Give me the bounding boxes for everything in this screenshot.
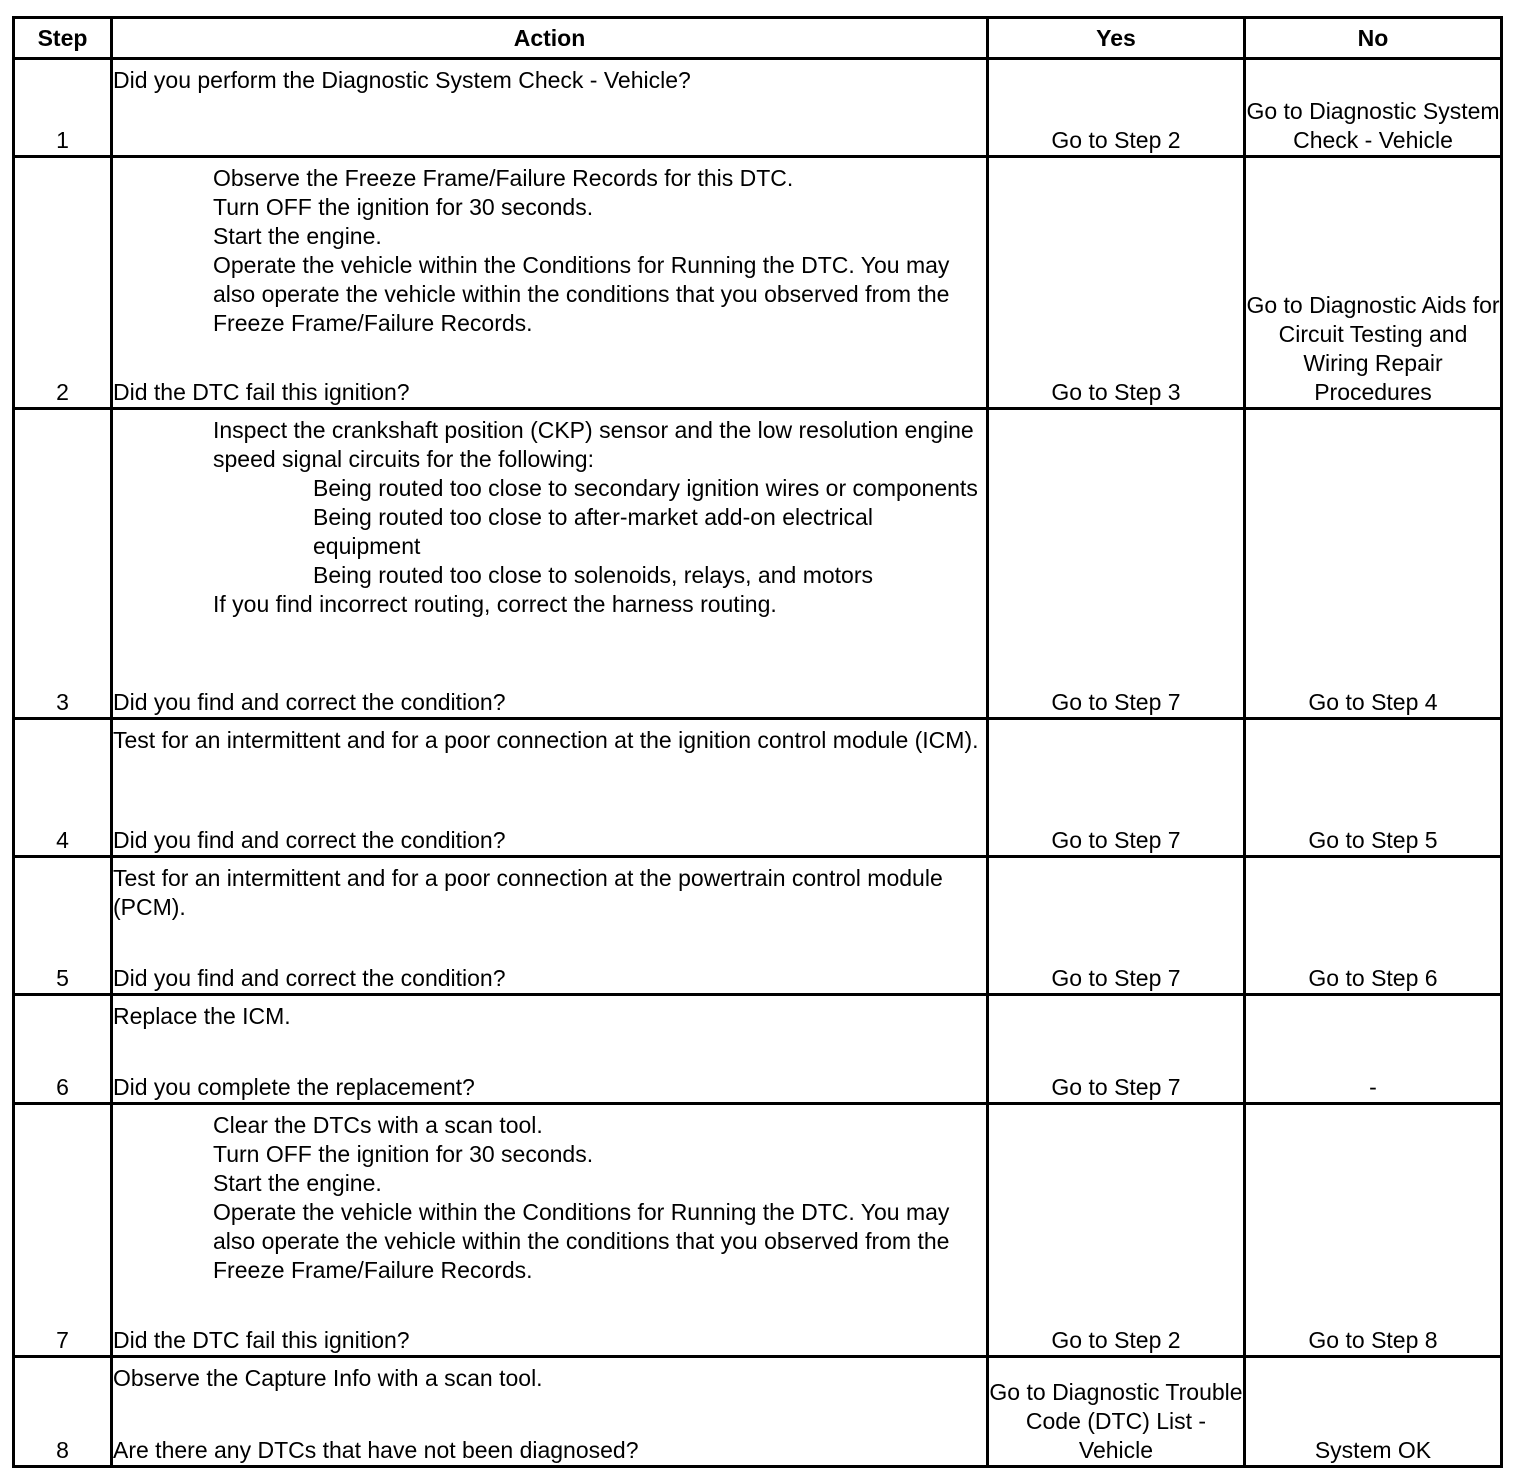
header-row: [14, 18, 1502, 59]
table-row: [14, 719, 1502, 857]
header-yes: Yes: [988, 18, 1245, 59]
action-line: Operate the vehicle within the Conditions for Running the DTC. You may also operate the vehicle within the conditions that you observed from the Freeze Frame/Failure Records.: [213, 252, 950, 336]
action-question: Did you find and correct the condition?: [113, 965, 506, 991]
action-line: Test for an intermittent and for a poor connection at the ignition control module (ICM).: [113, 727, 979, 753]
action-line: Being routed too close to after-market add-on electrical equipment: [313, 504, 873, 559]
action-instructions: [113, 1364, 986, 1393]
no-outcome: Go to Step 8: [1245, 1104, 1502, 1357]
step-number: 5: [14, 857, 112, 995]
step-number: 7: [14, 1104, 112, 1357]
yes-outcome: Go to Step 7: [988, 719, 1245, 857]
no-outcome: Go to Step 6: [1245, 857, 1502, 995]
action-question: Did you complete the replacement?: [113, 1074, 475, 1100]
action-instructions: [113, 66, 986, 95]
step-number: 3: [14, 409, 112, 719]
action-question: Did the DTC fail this ignition?: [113, 1327, 410, 1353]
step-number: 8: [14, 1357, 112, 1467]
no-outcome: Go to Diagnostic System Check - Vehicle: [1245, 59, 1502, 157]
header-no: No: [1245, 18, 1502, 59]
action-line: If you find incorrect routing, correct the harness routing.: [213, 591, 777, 617]
action-line: Test for an intermittent and for a poor connection at the powertrain control module (PCM).: [113, 865, 943, 920]
action-cell: [112, 719, 988, 857]
action-cell: [112, 857, 988, 995]
action-instructions: [113, 164, 986, 338]
table-row: [14, 857, 1502, 995]
no-outcome: -: [1245, 995, 1502, 1104]
action-cell: [112, 1104, 988, 1357]
action-line: Observe the Freeze Frame/Failure Records for this DTC.: [213, 165, 794, 191]
no-outcome: Go to Diagnostic Aids for Circuit Testing and Wiring Repair Procedures: [1245, 157, 1502, 409]
action-cell: [112, 59, 988, 157]
step-number: 2: [14, 157, 112, 409]
yes-outcome: Go to Diagnostic Trouble Code (DTC) List - Vehicle: [988, 1357, 1245, 1467]
no-outcome: Go to Step 5: [1245, 719, 1502, 857]
table-row: [14, 157, 1502, 409]
action-line: Being routed too close to solenoids, relays, and motors: [313, 562, 873, 588]
action-cell: [112, 1357, 988, 1467]
action-line: Operate the vehicle within the Conditions for Running the DTC. You may also operate the vehicle within the conditions that you observed from the Freeze Frame/Failure Records.: [213, 1199, 950, 1283]
table-row: [14, 995, 1502, 1104]
no-outcome: System OK: [1245, 1357, 1502, 1467]
action-line: Observe the Capture Info with a scan tool.: [113, 1365, 543, 1391]
yes-outcome: Go to Step 7: [988, 995, 1245, 1104]
action-line: Turn OFF the ignition for 30 seconds.: [213, 194, 594, 220]
action-instructions: [113, 1002, 986, 1031]
action-line: Turn OFF the ignition for 30 seconds.: [213, 1141, 594, 1167]
action-cell: [112, 409, 988, 719]
action-cell: [112, 157, 988, 409]
yes-outcome: Go to Step 7: [988, 409, 1245, 719]
action-instructions: [113, 416, 986, 619]
action-cell: [112, 995, 988, 1104]
action-question: Did you find and correct the condition?: [113, 689, 506, 715]
yes-outcome: Go to Step 2: [988, 59, 1245, 157]
header-action: Action: [112, 18, 988, 59]
action-line: Being routed too close to secondary ignition wires or components: [313, 475, 978, 501]
header-step: Step: [14, 18, 112, 59]
action-question: Are there any DTCs that have not been diagnosed?: [113, 1437, 639, 1463]
action-line: Clear the DTCs with a scan tool.: [213, 1112, 543, 1138]
step-number: 6: [14, 995, 112, 1104]
action-line: Start the engine.: [213, 223, 382, 249]
action-instructions: [113, 726, 986, 755]
step-number: 4: [14, 719, 112, 857]
action-question: Did the DTC fail this ignition?: [113, 379, 410, 405]
table-row: [14, 1357, 1502, 1467]
action-instructions: [113, 864, 986, 922]
step-number: 1: [14, 59, 112, 157]
no-outcome: Go to Step 4: [1245, 409, 1502, 719]
yes-outcome: Go to Step 2: [988, 1104, 1245, 1357]
table-row: [14, 59, 1502, 157]
yes-outcome: Go to Step 3: [988, 157, 1245, 409]
action-line: Replace the ICM.: [113, 1003, 291, 1029]
action-line: Inspect the crankshaft position (CKP) sensor and the low resolution engine speed signal circuits for the following:: [213, 417, 974, 472]
table-row: [14, 1104, 1502, 1357]
table-row: [14, 409, 1502, 719]
action-instructions: [113, 1111, 986, 1285]
yes-outcome: Go to Step 7: [988, 857, 1245, 995]
action-line: Did you perform the Diagnostic System Check - Vehicle?: [113, 67, 691, 93]
action-question: Did you find and correct the condition?: [113, 827, 506, 853]
action-line: Start the engine.: [213, 1170, 382, 1196]
diagnostic-table: [12, 16, 1503, 1468]
